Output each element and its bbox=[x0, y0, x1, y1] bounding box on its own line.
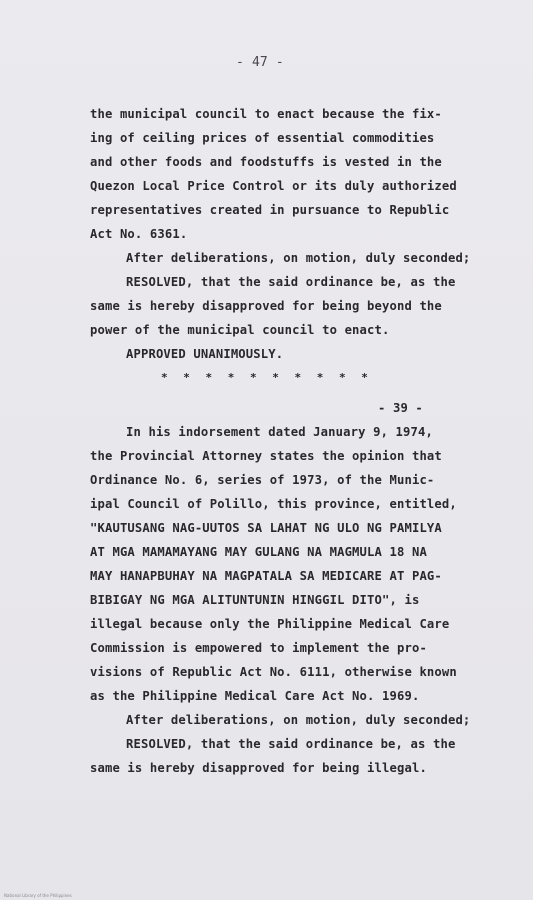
item-number: - 39 - bbox=[378, 401, 423, 415]
paragraph-line: Act No. 6361. bbox=[90, 227, 188, 241]
paragraph-line: AT MGA MAMAMAYANG MAY GULANG NA MAGMULA 18 NA bbox=[90, 545, 427, 559]
separator-stars: * * * * * * * * * * bbox=[161, 371, 373, 384]
paragraph-line: representatives created in pursuance to Republic bbox=[90, 203, 450, 217]
page-number: - 47 - bbox=[236, 55, 284, 70]
deliberation-line: After deliberations, on motion, duly seconded; bbox=[126, 713, 471, 727]
resolution-line: same is hereby disapproved for being illegal. bbox=[90, 761, 427, 775]
paragraph-line: visions of Republic Act No. 6111, otherwise known bbox=[90, 665, 457, 679]
paragraph-line: ing of ceiling prices of essential commodities bbox=[90, 131, 435, 145]
resolution-line: power of the municipal council to enact. bbox=[90, 323, 390, 337]
paragraph-line: the municipal council to enact because the fix- bbox=[90, 107, 442, 121]
paragraph-line: ipal Council of Polillo, this province, entitled, bbox=[90, 497, 457, 511]
paragraph-line: Ordinance No. 6, series of 1973, of the Munic- bbox=[90, 473, 435, 487]
paragraph-line: as the Philippine Medical Care Act No. 1969. bbox=[90, 689, 420, 703]
resolution-line: RESOLVED, that the said ordinance be, as the bbox=[126, 275, 456, 289]
library-footer: National Library of the Philippines bbox=[4, 893, 72, 898]
paragraph-line: Quezon Local Price Control or its duly authorized bbox=[90, 179, 457, 193]
paragraph-line: MAY HANAPBUHAY NA MAGPATALA SA MEDICARE AT PAG- bbox=[90, 569, 442, 583]
paragraph-line: illegal because only the Philippine Medical Care bbox=[90, 617, 450, 631]
approved-line: APPROVED UNANIMOUSLY. bbox=[126, 347, 284, 361]
resolution-line: RESOLVED, that the said ordinance be, as the bbox=[126, 737, 456, 751]
paragraph-line: BIBIGAY NG MGA ALITUNTUNIN HINGGIL DITO", is bbox=[90, 593, 420, 607]
resolution-line: same is hereby disapproved for being beyond the bbox=[90, 299, 442, 313]
deliberation-line: After deliberations, on motion, duly seconded; bbox=[126, 251, 471, 265]
paragraph-line: "KAUTUSANG NAG-UUTOS SA LAHAT NG ULO NG PAMILYA bbox=[90, 521, 442, 535]
paragraph-line: the Provincial Attorney states the opinion that bbox=[90, 449, 442, 463]
paragraph-line: Commission is empowered to implement the pro- bbox=[90, 641, 427, 655]
paragraph-line: and other foods and foodstuffs is vested in the bbox=[90, 155, 442, 169]
paragraph-line: In his indorsement dated January 9, 1974, bbox=[126, 425, 433, 439]
